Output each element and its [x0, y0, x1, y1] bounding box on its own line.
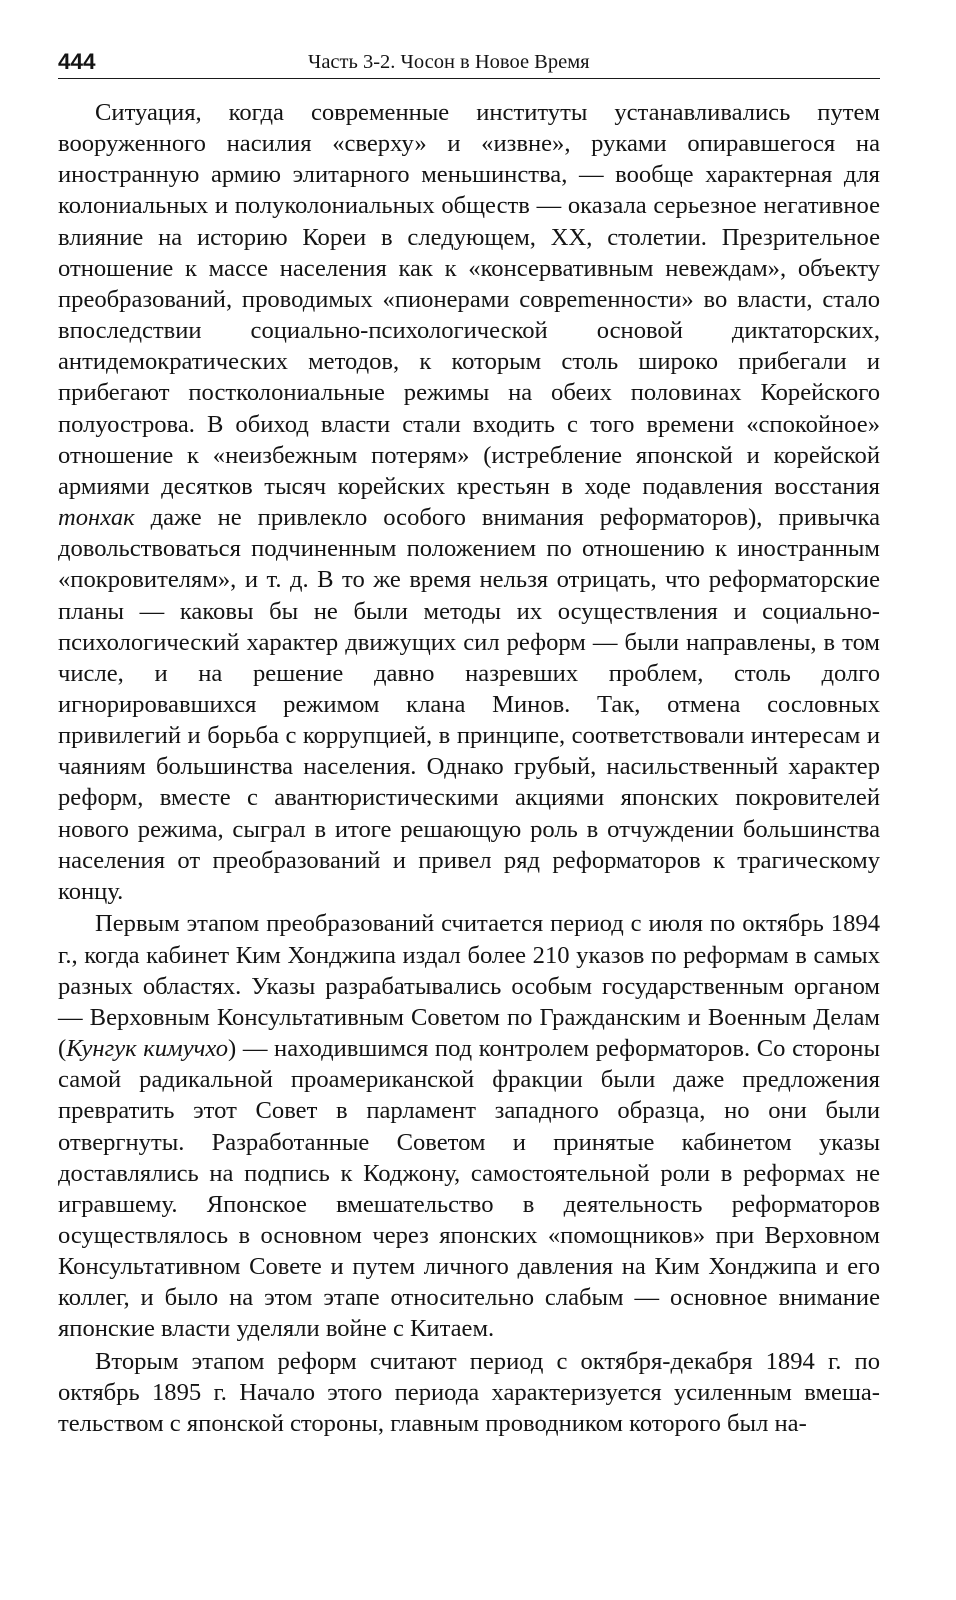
- text-span: ) — находившимся под контролем реформаторов. Со стороны самой радикальной проамериканской фракции были даже предложения превратить этот Совет в парламент западного образца, но они были отвергнуты. Разработанные Советом и принятые кабинетом указы доставлялись на подпись к Коджону, самостоятельной роли в реформах не игравшему. Японское вмешательство в деятельность реформаторов осуществлялось в основном через японских «помощников» при Верховном Консультативном Совете и путем личного давления на Ким Хонджипа и его коллег, и было на этом этапе относительно слабым — основное внимание японские власти уделяли войне с Китаем.: [58, 1035, 880, 1343]
- book-page: [58, 44, 880, 1441]
- text-span: даже не привлекло особого внимания реформаторов), привычка довольствоваться подчиненным положением по отношению к иностранным «покровителям», и т. д. В то же время нельзя отрицать, что реформаторские планы — каковы бы не были методы их осуществления и социально-психологический характер движущих сил реформ — были направлены, в том числе, и на решение давно назревших проблем, столь долго игнорировавшихся режимом клана Минов. Так, отмена сословных привилегий и борьба с коррупцией, в принципе, соответствовали интересам и чаяниям большинства населения. Однако грубый, насильственный характер реформ, вместе с авантюристическими акциями японских покровителей нового режима, сыграл в итоге решающую роль в отчуждении большинства населения от преобразований и привел ряд реформаторов к трагическому концу.: [58, 504, 880, 905]
- text-span: Вторым этапом реформ считают период с октября-декабря 1894 г. по октябрь 1895 г. Начало этого периода характеризуется усиленным вмешательством с японской стороны, главным проводником которого был на-: [58, 1348, 880, 1438]
- italic-term: тонхак: [58, 504, 135, 532]
- paragraph: [58, 97, 880, 907]
- page-header: [58, 44, 880, 79]
- italic-term: Кунгук кимучхо: [66, 1035, 228, 1063]
- page-number: 444: [58, 49, 96, 74]
- running-title: Часть 3-2. Чосон в Новое Время: [308, 51, 590, 73]
- page-body: [58, 97, 880, 1440]
- text-span: Ситуация, когда современные институты устанавливались путем вооруженного насилия «сверху» и «извне», руками опиравшегося на иностранную армию элитарного меньшинства, — вообще характерная для колониальных и полуколониальных обществ — оказала серьезное негативное влияние на историю Кореи в следующем, XX, столетии. Презрительное отношение к массе населения как к «консервативным невеждам», объекту преобразований, проводимых «пионерами совреmенности» во власти, стало впоследствии социально-психологической основой диктаторских, антидемократических методов, к которым столь широко прибегали и прибегают постколониальные режимы на обеих половинах Корейского полуострова. В обиход власти стали входить с того времени «спокойное» отношение к «неизбежным потерям» (истребление японской и корейской армиями десятков тысяч корейских крестьян в ходе подавления восстания: [58, 99, 880, 500]
- paragraph: [58, 908, 880, 1344]
- text-span: Первым этапом преобразований считается период с июля по октябрь 1894 г., когда кабинет Ким Хонджипа издал более 210 указов по реформам в самых разных областях. Указы разрабатывались особым государственным органом — Верховным Консультативным Советом по Гражданским и Военным Делам (: [58, 910, 880, 1063]
- paragraph: [58, 1346, 880, 1439]
